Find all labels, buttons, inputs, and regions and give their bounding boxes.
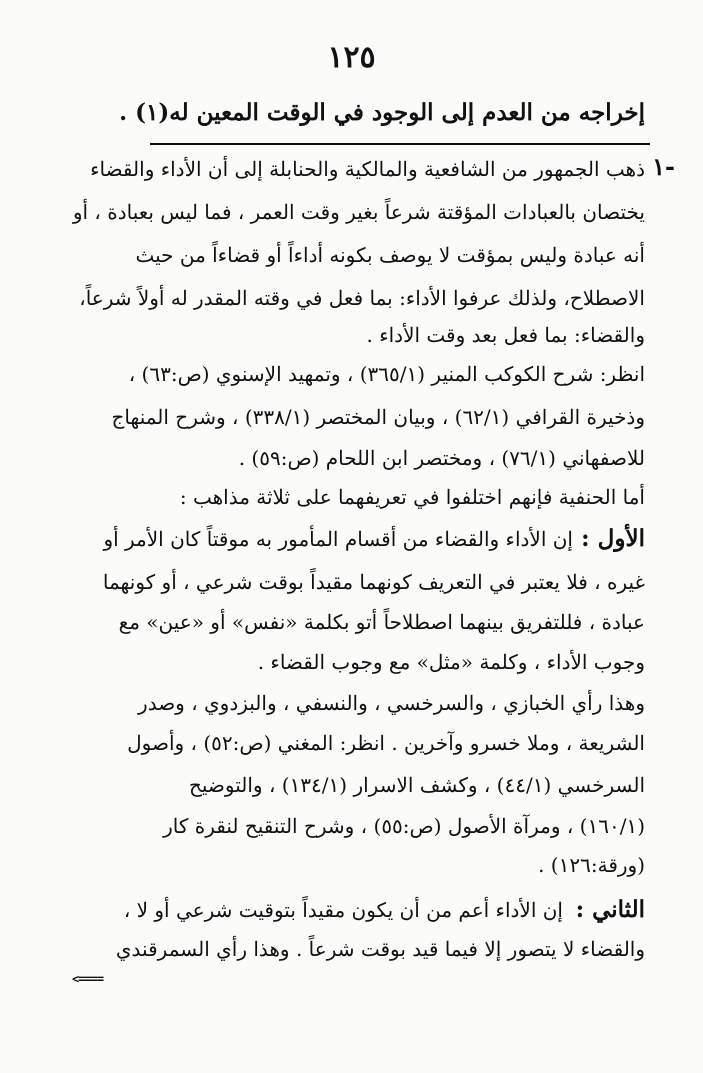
footnote-line: ذهب الجمهور من الشافعية والمالكية والحنابلة إلى أن الأداء والقضاء <box>90 157 645 181</box>
second-opinion-line: والقضاء لا يتصور إلا فيما قيد بوقت شرعاً . وهذا رأي السمرقندي <box>115 937 645 961</box>
first-opinion-label: الأول : <box>581 525 645 552</box>
footnote-separator <box>150 143 650 145</box>
first-opinion-line: وهذا رأي الخبازي ، والسرخسي ، والنسفي ، والبزدوي ، وصدر <box>138 691 645 715</box>
first-opinion-line: غيره ، فلا يعتبر في التعريف كونهما مقيداً بوقت شرعي ، أو كونهما <box>102 570 645 594</box>
first-opinion-line: عبادة ، فللتفريق بينهما اصطلاحاً أتو بكلمة «نفس» أو «عين» مع <box>118 610 645 634</box>
second-opinion-line: إن الأداء أعم من أن يكون مقيداً بتوقيت شرعي أو لا ، <box>123 898 563 922</box>
footnote-number: ١- <box>652 152 675 181</box>
footnote-line: والقضاء: بما فعل بعد وقت الأداء . <box>366 323 645 347</box>
main-text-line: إخراجه من العدم إلى الوجود في الوقت المعين له(١) . <box>119 99 645 126</box>
page-number: ١٢٥ <box>327 40 376 75</box>
second-opinion-label: الثاني : <box>575 896 645 923</box>
first-opinion-line: إن الأداء والقضاء من أقسام المأمور به موقتاً كان الأمر أو <box>103 527 573 551</box>
first-opinion-line: السرخسي (٤٤/١) ، وكشف الاسرار (١٣٤/١) ، والتوضيح <box>188 773 645 797</box>
footnote-line: للاصفهاني (٧٦/١) ، ومختصر ابن اللحام (ص:٥٩) . <box>238 446 645 470</box>
continuation-marker: <==== <box>72 972 104 986</box>
first-opinion-line: وجوب الأداء ، وكلمة «مثل» مع وجوب القضاء . <box>257 650 645 674</box>
first-opinion-line: (ورقة:١٢٦) . <box>538 853 645 877</box>
footnote-line: يختصان بالعبادات المؤقتة شرعاً بغير وقت العمر ، فما ليس بعبادة ، أو <box>72 200 645 224</box>
footnote-line: الاصطلاح، ولذلك عرفوا الأداء: بما فعل في وقته المقدر له أولاً شرعاً، <box>79 286 645 310</box>
footnote-line: أنه عبادة وليس بمؤقت لا يوصف بكونه أداءاً أو قضاءاً من حيث <box>135 243 645 267</box>
footnote-line: انظر: شرح الكوكب المنير (٣٦٥/١) ، وتمهيد الإسنوي (ص:٦٣) ، <box>128 362 645 386</box>
first-opinion-line: الشريعة ، وملا خسرو وآخرين . انظر: المغني (ص:٥٢) ، وأصول <box>127 731 645 755</box>
first-opinion-line: (١٦٠/١) ، ومرآة الأصول (ص:٥٥) ، وشرح التنقيح لنقرة كار <box>163 814 645 838</box>
footnote-line: أما الحنفية فإنهم اختلفوا في تعريفهما على ثلاثة مذاهب : <box>179 485 645 509</box>
footnote-line: وذخيرة القرافي (٦٢/١) ، وبيان المختصر (٣٣٨/١) ، وشرح المنهاج <box>111 405 645 429</box>
